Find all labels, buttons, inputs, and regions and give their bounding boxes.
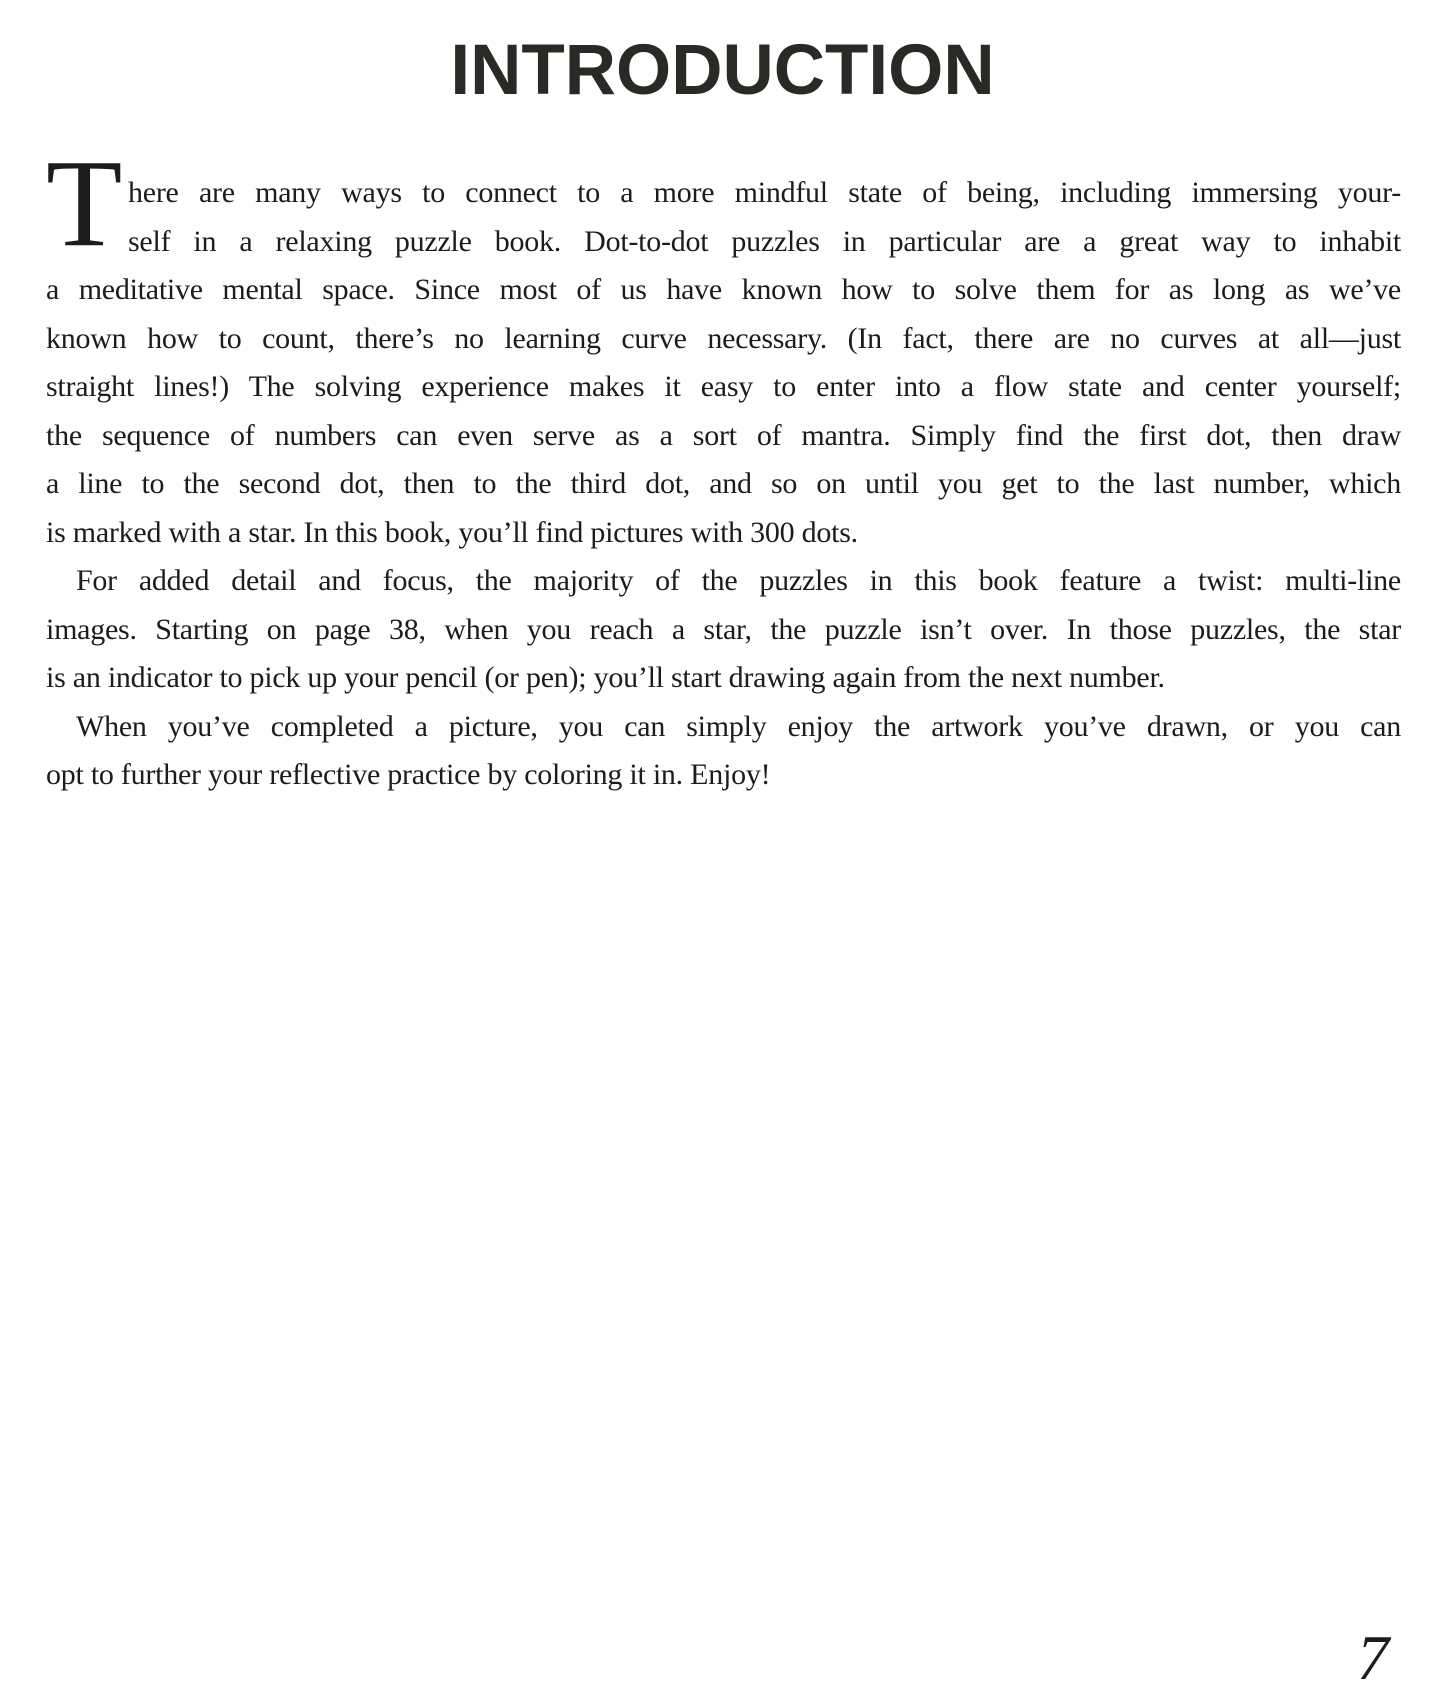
page-title: INTRODUCTION — [450, 31, 995, 110]
text-line: When you’ve completed a picture, you can simply enjoy the artwork you’ve drawn, or you can — [76, 709, 1401, 743]
text-line: a line to the second dot, then to the third dot, and so on until you get to the last number, which — [46, 467, 1401, 500]
text-line: a meditative mental space. Since most of us have known how to solve them for as long as we’ve — [46, 273, 1401, 306]
page-number: 7 — [1357, 1622, 1389, 1693]
text-line: straight lines!) The solving experience makes it easy to enter into a flow state and center yourself; — [46, 370, 1401, 403]
text-line: self in a relaxing puzzle book. Dot-to-dot puzzles in particular are a great way to inhabit — [128, 224, 1401, 258]
text-line: For added detail and focus, the majority of the puzzles in this book feature a twist: multi-line — [76, 564, 1401, 597]
body-text — [46, 135, 1401, 800]
text-line: the sequence of numbers can even serve as a sort of mantra. Simply find the first dot, then draw — [46, 418, 1401, 452]
text-line: here are many ways to connect to a more mindful state of being, including immersing your- — [128, 176, 1401, 209]
text-line: known how to count, there’s no learning curve necessary. (In fact, there are no curves at all—just — [46, 321, 1401, 355]
paragraph — [46, 703, 1401, 800]
drop-cap: T — [46, 135, 123, 273]
text-line: images. Starting on page 38, when you reach a star, the puzzle isn’t over. In those puzzles, the star — [46, 612, 1401, 646]
text-line: opt to further your reflective practice by coloring it in. Enjoy! — [46, 758, 771, 791]
paragraph — [46, 557, 1401, 703]
text-line: is marked with a star. In this book, you’ll find pictures with 300 dots. — [46, 515, 858, 549]
text-line: is an indicator to pick up your pencil (or pen); you’ll start drawing again from the next number. — [46, 661, 1165, 694]
paragraph — [46, 135, 1401, 557]
